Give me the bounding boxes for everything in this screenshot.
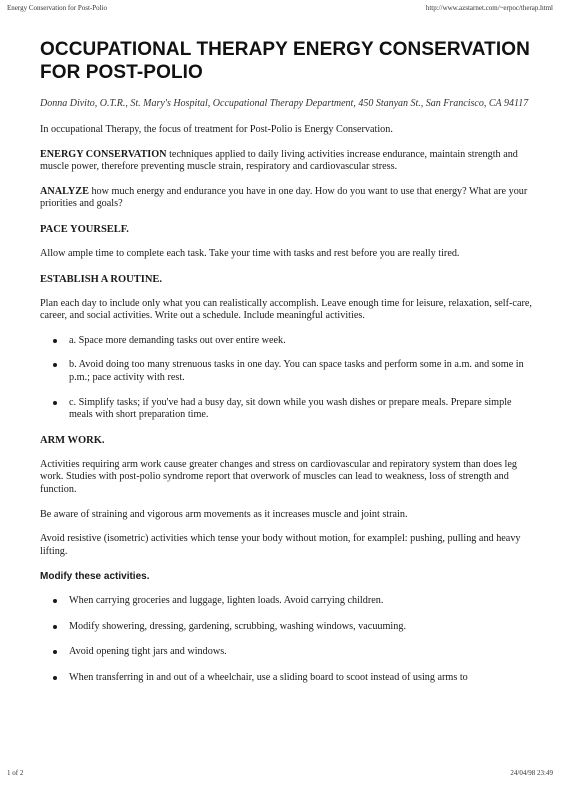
energy-conservation-keyword: ENERGY CONSERVATION: [40, 148, 167, 160]
list-item-text: Modify showering, dressing, gardening, scrubbing, washing windows, vacuuming.: [69, 620, 406, 632]
routine-heading: ESTABLISH A ROUTINE.: [40, 273, 163, 285]
energy-conservation-text: techniques applied to daily living activities increase endurance, maintain strength and muscle power, therefore preventing muscle strain, respiratory and cardiovascular stress.: [40, 148, 518, 173]
document-body: [40, 38, 532, 698]
arm-work-paragraph-3: Avoid resistive (isometric) activities which tense your body without motion, for examplel: pushing, pulling and heavy lifting.: [40, 533, 521, 557]
print-footer: [7, 769, 558, 779]
bullet-icon: [53, 401, 57, 405]
analyze-text: how much energy and endurance you have in one day. How do you want to use that energy? What are your priorities and goals?: [40, 185, 528, 210]
bullet-icon: [53, 676, 57, 680]
header-url: http://www.azstarnet.com/~erpoc/therap.html: [425, 4, 553, 12]
list-item-text: b. Avoid doing too many strenuous tasks in one day. You can space tasks and perform some in a.m. and some in p.m.; pace activity with rest.: [69, 359, 524, 383]
pace-paragraph: Allow ample time to complete each task. Take your time with tasks and rest before you are really tired.: [40, 247, 460, 259]
bullet-icon: [53, 599, 57, 603]
list-item: [40, 621, 532, 634]
analyze-paragraph: [40, 186, 532, 211]
author-byline: Donna Divito, O.T.R., St. Mary's Hospital, Occupational Therapy Department, 450 Stanyan St., San Francisco, CA 94117: [40, 98, 529, 109]
modify-list: [40, 595, 532, 684]
routine-list: [40, 335, 532, 422]
pace-heading: PACE YOURSELF.: [40, 223, 129, 235]
analyze-keyword: ANALYZE: [40, 185, 89, 197]
list-item: [40, 595, 532, 608]
arm-work-paragraph-2: Be aware of straining and vigorous arm movements as it increases muscle and joint strain.: [40, 508, 408, 520]
list-item: [40, 646, 532, 659]
list-item-text: c. Simplify tasks; if you've had a busy day, sit down while you wash dishes or prepare meals. Prepare simple meals with short preparation time.: [69, 396, 512, 421]
list-item-text: a. Space more demanding tasks out over entire week.: [69, 334, 286, 346]
list-item: [40, 397, 532, 422]
arm-work-paragraph-1: Activities requiring arm work cause greater changes and stress on cardiovascular and repiratory system than does leg work. Studies with post-polio syndrome report that overwork of muscles can lead to weakness, loss of strength and function.: [40, 458, 517, 495]
bullet-icon: [53, 363, 57, 367]
document-title: OCCUPATIONAL THERAPY ENERGY CONSERVATION FOR POST-POLIO: [40, 39, 530, 83]
bullet-icon: [53, 625, 57, 629]
list-item: [40, 672, 532, 685]
list-item-text: When carrying groceries and luggage, lighten loads. Avoid carrying children.: [69, 595, 384, 607]
page-number: 1 of 2: [7, 769, 24, 777]
energy-conservation-paragraph: [40, 149, 532, 174]
bullet-icon: [53, 339, 57, 343]
bullet-icon: [53, 650, 57, 654]
print-timestamp: 24/04/98 23:49: [510, 769, 553, 777]
list-item: [40, 359, 532, 384]
list-item: [40, 335, 532, 348]
print-header: [7, 4, 558, 14]
arm-work-heading: ARM WORK.: [40, 434, 105, 446]
routine-paragraph: Plan each day to include only what you can realistically accomplish. Leave enough time for leisure, relaxation, self-care, career, and social activities. Write out a schedule. Include meaningful activities.: [40, 297, 532, 322]
intro-paragraph: In occupational Therapy, the focus of treatment for Post-Polio is Energy Conservation.: [40, 124, 393, 135]
modify-heading: Modify these activities.: [40, 571, 150, 583]
list-item-text: Avoid opening tight jars and windows.: [69, 646, 227, 658]
list-item-text: When transferring in and out of a wheelchair, use a sliding board to scoot instead of using arms to: [69, 672, 468, 684]
header-page-title: Energy Conservation for Post-Polio: [7, 4, 108, 12]
